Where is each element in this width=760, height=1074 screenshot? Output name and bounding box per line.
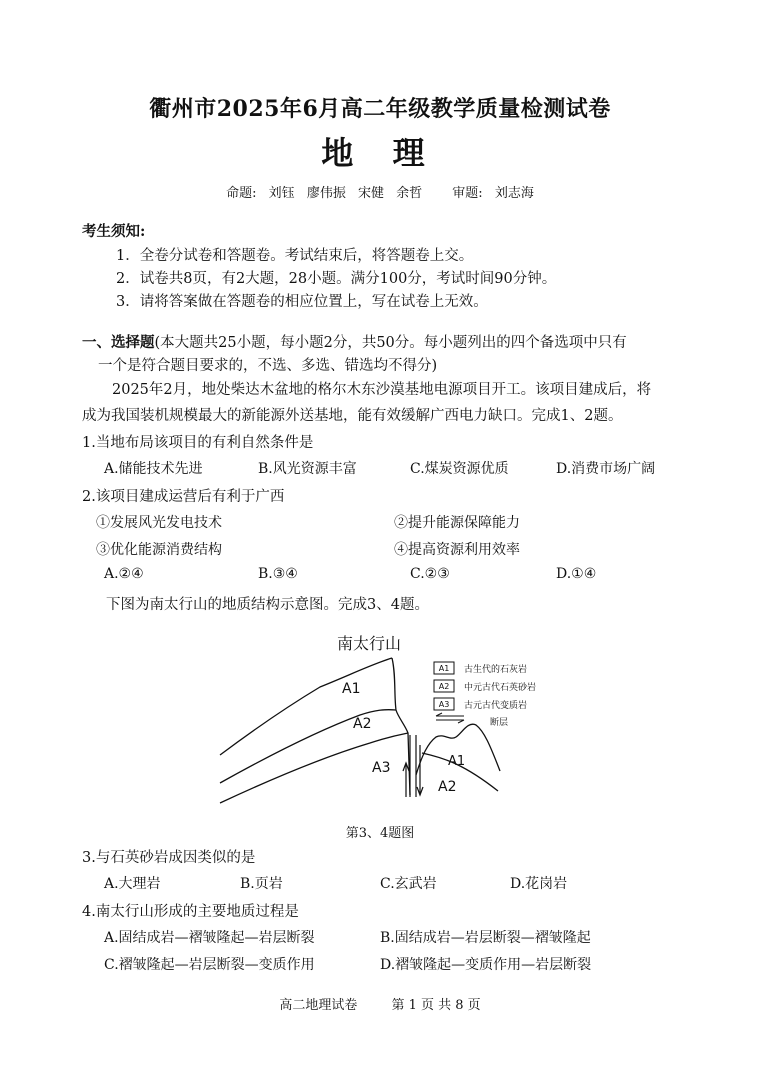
q2-statement-2: ②提升能源保障能力 bbox=[394, 515, 520, 531]
passage-text: 成为我国装机规模最大的新能源外送基地，能有效缓解广西电力缺口。完成1、2题。 bbox=[82, 408, 623, 424]
reviewer-name: 刘志海 bbox=[494, 186, 534, 201]
legend-key: A3 bbox=[438, 700, 450, 709]
q4-option-b: B.固结成岩—岩层断裂—褶皱隆起 bbox=[380, 930, 591, 946]
section-heading: 一、选择题 bbox=[82, 334, 155, 351]
notice-item: 3．请将答案做在答题卷的相应位置上，写在试卷上无效。 bbox=[116, 294, 488, 310]
q2-option-c: C.②③ bbox=[410, 566, 450, 582]
notice-item: 1．全卷分试卷和答题卷。考试结束后，将答题卷上交。 bbox=[116, 248, 474, 264]
q1-option-b: B.风光资源丰富 bbox=[258, 461, 357, 477]
subject-title: 地 理 bbox=[321, 134, 439, 172]
legend-label: 古生代的石灰岩 bbox=[464, 665, 528, 675]
question-1-stem: 1.当地布局该项目的有利自然条件是 bbox=[82, 435, 314, 451]
legend-label: 中元古代石英砂岩 bbox=[464, 683, 537, 693]
layer-label-a1-right: A1 bbox=[448, 754, 466, 769]
q1-option-d: D.消费市场广阔 bbox=[556, 461, 656, 477]
q2-option-a: A.②④ bbox=[104, 566, 144, 582]
footer-subject: 高二地理试卷 bbox=[279, 998, 358, 1013]
section-heading-line bbox=[82, 331, 627, 352]
cliff-face-line bbox=[392, 658, 410, 795]
question-3-stem: 3.与石英砂岩成因类似的是 bbox=[82, 850, 256, 866]
q3-option-b: B.页岩 bbox=[240, 876, 283, 892]
reviewer-label: 审题: bbox=[452, 186, 483, 201]
legend-key: A2 bbox=[438, 682, 450, 691]
author-name: 刘钰 bbox=[268, 186, 295, 201]
q4-option-a: A.固结成岩—褶皱隆起—岩层断裂 bbox=[104, 930, 315, 946]
footer-page-number: 第 1 页 共 8 页 bbox=[391, 998, 481, 1013]
figure-caption: 第3、4题图 bbox=[345, 826, 415, 841]
author-name: 廖伟振 bbox=[306, 186, 346, 201]
q2-option-b: B.③④ bbox=[258, 566, 298, 582]
section-description: (本大题共25小题，每小题2分，共50分。每小题列出的四个备选项中只有 bbox=[154, 335, 627, 351]
q1-option-c: C.煤炭资源优质 bbox=[410, 461, 509, 477]
author-name: 宋健 bbox=[357, 186, 384, 201]
q3-option-a: A.大理岩 bbox=[104, 876, 161, 892]
q3-option-c: C.玄武岩 bbox=[380, 876, 437, 892]
q3-option-d: D.花岗岩 bbox=[510, 876, 568, 892]
notice-item: 2．试卷共8页，有2大题，28小题。满分100分，考试时间90分钟。 bbox=[116, 271, 557, 287]
legend-key: A1 bbox=[438, 664, 450, 673]
legend bbox=[434, 662, 536, 728]
layer-label-a1: A1 bbox=[342, 681, 361, 697]
legend-label: 古元古代变质岩 bbox=[464, 701, 528, 711]
layer-label-a2: A2 bbox=[353, 716, 372, 732]
q4-option-c: C.褶皱隆起—岩层断裂—变质作用 bbox=[104, 957, 315, 973]
q2-statement-4: ④提高资源利用效率 bbox=[394, 542, 520, 558]
figure-title: 南太行山 bbox=[337, 634, 402, 653]
q2-statement-1: ①发展风光发电技术 bbox=[96, 515, 222, 531]
geologic-diagram bbox=[200, 625, 570, 805]
q4-option-d: D.褶皱隆起—变质作用—岩层断裂 bbox=[380, 957, 592, 973]
question-4-stem: 4.南太行山形成的主要地质过程是 bbox=[82, 904, 299, 920]
layer-label-a3: A3 bbox=[372, 760, 391, 776]
exam-title: 衢州市2025年6月高二年级教学质量检测试卷 bbox=[149, 96, 611, 122]
passage-text: 2025年2月，地处柴达木盆地的格尔木东沙漠基地电源项目开工。该项目建成后，将 bbox=[112, 382, 652, 398]
layer-label-a2-right: A2 bbox=[438, 779, 457, 795]
author-name: 余哲 bbox=[396, 186, 423, 201]
q1-option-a: A.储能技术先进 bbox=[104, 461, 203, 477]
passage-text: 下图为南太行山的地质结构示意图。完成3、4题。 bbox=[106, 597, 429, 613]
top-surface-line bbox=[220, 658, 392, 755]
q2-statement-3: ③优化能源消费结构 bbox=[96, 542, 222, 558]
page-footer bbox=[0, 994, 760, 1013]
authors-label: 命题: bbox=[226, 186, 257, 201]
author-line bbox=[0, 182, 760, 201]
notice-heading: 考生须知: bbox=[82, 223, 146, 240]
section-description-cont: 一个是符合题目要求的，不选、多选、错选均不得分) bbox=[98, 358, 438, 374]
q2-option-d: D.①④ bbox=[556, 566, 597, 582]
question-2-stem: 2.该项目建成运营后有利于广西 bbox=[82, 489, 285, 505]
legend-label: 断层 bbox=[490, 718, 509, 728]
